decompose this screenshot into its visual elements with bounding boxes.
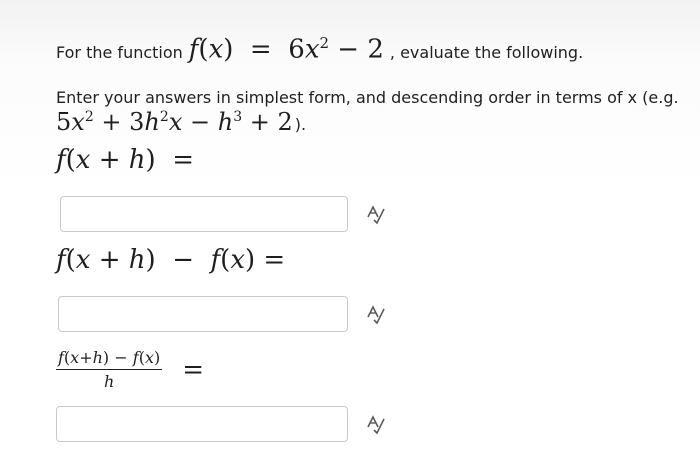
answer-1-input[interactable] [60, 196, 348, 232]
math-editor-icon[interactable] [364, 203, 386, 225]
question-2-label: f(x + h) − f(x) = [56, 245, 286, 275]
instructions-text: Enter your answers in simplest form, and descending order in terms of x (e.g. [56, 88, 679, 107]
fraction-numerator: f(x+h) − f(x) [56, 348, 162, 370]
answer-3-input[interactable] [56, 406, 348, 442]
equals-sign: = [182, 354, 205, 385]
example-close: ). [294, 115, 307, 134]
fraction-denominator: h [103, 372, 115, 391]
example-math: $5x^2 + 3h^2x - h^3 + 2$ [56, 108, 293, 136]
question-3-label [56, 348, 204, 391]
problem-statement [56, 34, 583, 65]
example-expression [56, 108, 306, 136]
math-editor-icon[interactable] [364, 303, 386, 325]
answer-2-input[interactable] [58, 296, 348, 332]
function-definition: $f(x) = 6x^2 - 2$ [188, 34, 384, 65]
math-editor-icon[interactable] [364, 413, 386, 435]
problem-prefix: For the function [56, 42, 183, 62]
difference-quotient [56, 348, 162, 391]
question-1-label: f(x + h) = [56, 145, 195, 175]
problem-suffix: , evaluate the following. [389, 42, 584, 62]
